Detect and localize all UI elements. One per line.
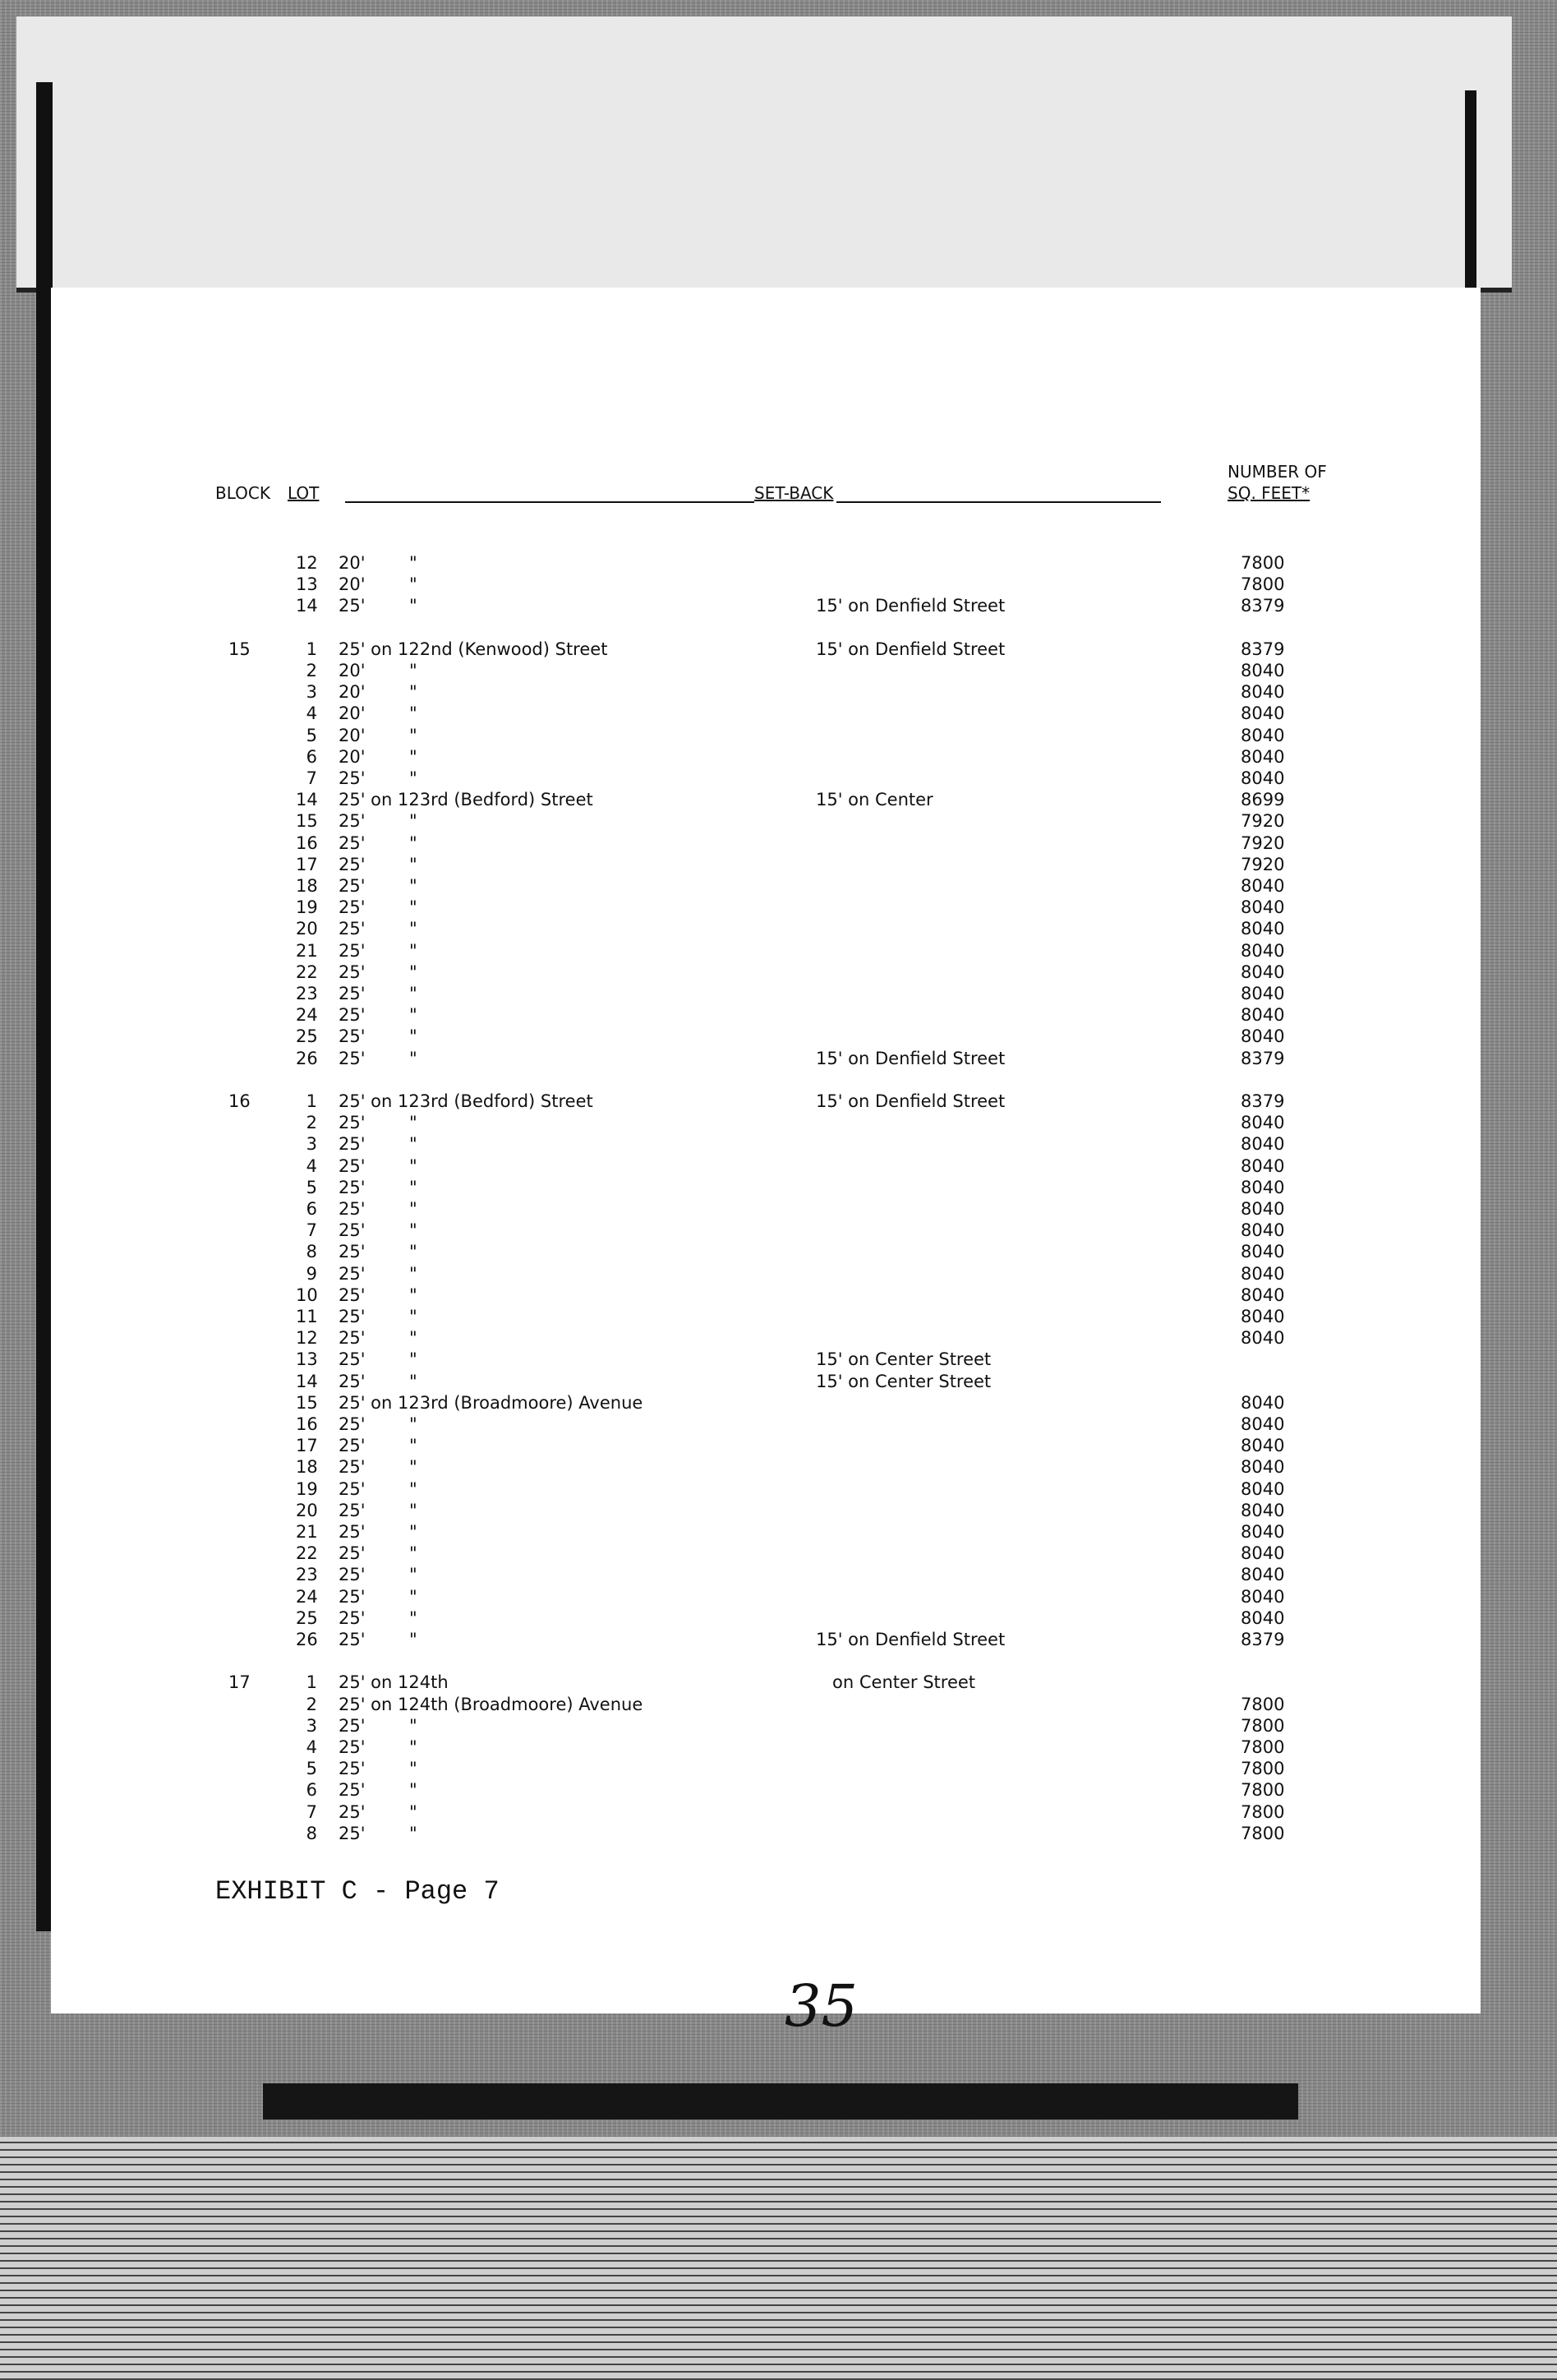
table-cell-lot: 26 (296, 1630, 318, 1649)
table-cell-ditto: " (409, 1586, 417, 1607)
table-cell-block: 15 (228, 639, 251, 659)
table-cell-lot: 24 (296, 1005, 318, 1026)
table-cell-ditto: " (409, 1780, 417, 1801)
table-cell-ditto: " (409, 1457, 417, 1478)
table-cell-square-feet: 8040 (1241, 661, 1285, 680)
table-cell-ditto: " (409, 596, 417, 616)
table-cell-frontage: 25' (339, 1737, 366, 1757)
table-cell-lot: 3 (306, 1715, 317, 1736)
table-cell-ditto: " (409, 1371, 417, 1391)
table-cell-lot: 21 (296, 940, 318, 961)
table-cell-lot: 14 (296, 596, 318, 616)
table-cell-frontage: 25' (339, 1522, 366, 1542)
table-cell-ditto: " (409, 1285, 417, 1305)
table-cell-frontage: 25' (339, 1371, 366, 1391)
table-cell-square-feet: 8040 (1241, 1607, 1285, 1628)
table-cell-square-feet: 7800 (1241, 574, 1285, 595)
table-cell-ditto: " (409, 1263, 417, 1284)
table-cell-ditto: " (409, 1349, 417, 1370)
table-cell-square-feet: 8040 (1241, 940, 1285, 961)
table-cell-ditto: " (409, 1328, 417, 1349)
table-cell-ditto: " (409, 1155, 417, 1176)
table-cell-square-feet: 8040 (1241, 1220, 1285, 1241)
table-cell-square-feet: 8040 (1241, 1285, 1285, 1305)
table-cell-frontage: 25' on 123rd (Broadmoore) Avenue (339, 1392, 643, 1413)
table-cell-lot: 17 (296, 1436, 318, 1456)
table-cell-lot: 2 (306, 1694, 317, 1714)
table-cell-frontage: 25' on 124th (339, 1672, 449, 1693)
table-cell-frontage: 25' (339, 1177, 366, 1197)
table-cell-frontage: 25' (339, 768, 366, 788)
table-cell-frontage: 25' (339, 1199, 366, 1219)
header-setback: SET-BACK (754, 483, 834, 503)
table-cell-ditto: " (409, 962, 417, 982)
table-cell-frontage: 25' on 123rd (Bedford) Street (339, 790, 593, 810)
table-cell-frontage: 20' (339, 661, 366, 680)
table-cell-lot: 23 (296, 984, 318, 1003)
table-cell-lot: 13 (296, 574, 318, 595)
table-cell-lot: 12 (296, 1328, 318, 1349)
table-cell-frontage: 25' on 122nd (Kenwood) Street (339, 639, 608, 659)
table-cell-side-setback: 15' on Denfield Street (816, 639, 1006, 659)
table-cell-frontage: 25' (339, 1263, 366, 1284)
exhibit-footer: EXHIBIT C - Page 7 (215, 1876, 500, 1907)
table-cell-square-feet: 7800 (1241, 553, 1285, 573)
table-cell-square-feet: 8379 (1241, 1091, 1285, 1111)
table-cell-ditto: " (409, 1607, 417, 1628)
table-cell-ditto: " (409, 1220, 417, 1241)
table-cell-frontage: 25' (339, 1005, 366, 1026)
table-cell-frontage: 25' (339, 1328, 366, 1349)
table-cell-frontage: 25' (339, 1759, 366, 1779)
table-cell-ditto: " (409, 1307, 417, 1326)
table-cell-square-feet: 8040 (1241, 919, 1285, 939)
table-cell-square-feet: 8040 (1241, 1500, 1285, 1520)
table-cell-lot: 8 (306, 1823, 317, 1843)
table-cell-lot: 2 (306, 661, 317, 680)
table-cell-lot: 1 (306, 1091, 317, 1111)
table-cell-ditto: " (409, 1414, 417, 1434)
table-cell-ditto: " (409, 876, 417, 896)
table-cell-frontage: 25' (339, 811, 366, 832)
table-cell-ditto: " (409, 1177, 417, 1197)
table-cell-frontage: 25' (339, 1155, 366, 1176)
table-cell-square-feet: 7800 (1241, 1780, 1285, 1801)
header-lot: LOT (288, 483, 320, 503)
scan-bottom-artifacts (0, 2137, 1557, 2380)
table-cell-square-feet: 8040 (1241, 768, 1285, 788)
table-cell-square-feet: 8040 (1241, 1543, 1285, 1564)
table-cell-frontage: 25' (339, 1586, 366, 1607)
table-cell-frontage: 25' (339, 1500, 366, 1520)
table-cell-square-feet: 7800 (1241, 1801, 1285, 1822)
table-cell-lot: 18 (296, 1457, 318, 1478)
table-cell-lot: 26 (296, 1048, 318, 1068)
table-cell-square-feet: 7800 (1241, 1715, 1285, 1736)
table-cell-ditto: " (409, 1715, 417, 1736)
handwritten-page-number: 35 (785, 1972, 859, 2040)
table-cell-frontage: 25' (339, 1220, 366, 1241)
table-cell-lot: 3 (306, 1134, 317, 1155)
scan-bottom-band (263, 2083, 1298, 2119)
table-cell-square-feet: 8040 (1241, 897, 1285, 918)
table-cell-frontage: 25' (339, 984, 366, 1003)
table-cell-square-feet: 8379 (1241, 639, 1285, 659)
table-cell-lot: 17 (296, 854, 318, 874)
table-cell-square-feet: 8040 (1241, 1242, 1285, 1262)
table-cell-frontage: 25' (339, 1630, 366, 1649)
table-cell-lot: 6 (306, 1199, 317, 1219)
table-cell-ditto: " (409, 1113, 417, 1133)
table-cell-square-feet: 8379 (1241, 1048, 1285, 1068)
table-cell-lot: 8 (306, 1242, 317, 1262)
table-cell-lot: 19 (296, 897, 318, 918)
table-cell-square-feet: 8040 (1241, 1392, 1285, 1413)
table-cell-frontage: 25' (339, 1823, 366, 1843)
table-cell-ditto: " (409, 746, 417, 767)
table-cell-square-feet: 8040 (1241, 1263, 1285, 1284)
table-cell-frontage: 25' (339, 596, 366, 616)
table-cell-ditto: " (409, 574, 417, 595)
table-cell-frontage: 25' (339, 1801, 366, 1822)
table-cell-square-feet: 8040 (1241, 1328, 1285, 1349)
table-cell-lot: 7 (306, 768, 317, 788)
table-cell-frontage: 25' (339, 854, 366, 874)
table-cell-ditto: " (409, 1522, 417, 1542)
table-cell-square-feet: 8040 (1241, 876, 1285, 896)
table-cell-square-feet: 8040 (1241, 1436, 1285, 1456)
table-cell-lot: 14 (296, 1371, 318, 1391)
table-cell-frontage: 25' (339, 833, 366, 853)
table-cell-ditto: " (409, 1823, 417, 1843)
table-cell-lot: 15 (296, 811, 318, 832)
table-cell-lot: 5 (306, 725, 317, 745)
table-cell-square-feet: 8040 (1241, 962, 1285, 982)
table-cell-frontage: 20' (339, 574, 366, 595)
table-cell-side-setback: 15' on Denfield Street (816, 1630, 1006, 1649)
table-cell-ditto: " (409, 833, 417, 853)
table-cell-lot: 25 (296, 1026, 318, 1047)
header-sqft-line1: NUMBER OF (1228, 462, 1327, 482)
table-cell-lot: 16 (296, 833, 318, 853)
table-cell-block: 16 (228, 1091, 251, 1111)
table-cell-frontage: 25' (339, 1543, 366, 1564)
table-cell-side-setback: 15' on Center Street (816, 1371, 992, 1391)
table-cell-ditto: " (409, 919, 417, 939)
table-cell-lot: 5 (306, 1177, 317, 1197)
table-cell-frontage: 25' on 123rd (Bedford) Street (339, 1091, 593, 1111)
table-cell-frontage: 20' (339, 746, 366, 767)
table-cell-frontage: 25' (339, 1349, 366, 1370)
table-cell-square-feet: 8040 (1241, 703, 1285, 724)
table-cell-side-setback: 15' on Center Street (816, 1349, 992, 1370)
table-cell-square-feet: 8040 (1241, 1177, 1285, 1197)
header-setback-rule-right (836, 501, 1161, 503)
table-cell-lot: 20 (296, 919, 318, 939)
table-cell-frontage: 25' (339, 1134, 366, 1155)
table-cell-frontage: 25' (339, 1414, 366, 1434)
table-cell-square-feet: 8040 (1241, 1026, 1285, 1047)
table-cell-ditto: " (409, 940, 417, 961)
table-cell-frontage: 25' (339, 1607, 366, 1628)
table-cell-ditto: " (409, 1478, 417, 1499)
table-cell-ditto: " (409, 553, 417, 573)
table-cell-ditto: " (409, 703, 417, 724)
table-cell-frontage: 25' (339, 1565, 366, 1585)
table-cell-frontage: 25' (339, 1307, 366, 1326)
table-cell-square-feet: 8040 (1241, 1155, 1285, 1176)
table-cell-side-setback: 15' on Denfield Street (816, 1048, 1006, 1068)
table-cell-ditto: " (409, 1436, 417, 1456)
table-cell-lot: 6 (306, 1780, 317, 1801)
table-cell-square-feet: 7800 (1241, 1823, 1285, 1843)
table-cell-square-feet: 8040 (1241, 1005, 1285, 1026)
table-cell-frontage: 20' (339, 682, 366, 703)
table-cell-block: 17 (228, 1672, 251, 1693)
table-cell-frontage: 25' (339, 1026, 366, 1047)
table-cell-square-feet: 8040 (1241, 984, 1285, 1003)
table-cell-square-feet: 8699 (1241, 790, 1285, 810)
table-cell-frontage: 25' (339, 897, 366, 918)
table-cell-lot: 24 (296, 1586, 318, 1607)
table-cell-lot: 22 (296, 962, 318, 982)
table-cell-ditto: " (409, 854, 417, 874)
table-cell-lot: 11 (296, 1307, 318, 1326)
table-cell-lot: 16 (296, 1414, 318, 1434)
table-cell-frontage: 25' (339, 1457, 366, 1478)
table-cell-frontage: 25' (339, 876, 366, 896)
table-cell-side-setback: on Center Street (816, 1672, 976, 1693)
table-cell-square-feet: 8040 (1241, 1522, 1285, 1542)
table-cell-ditto: " (409, 1005, 417, 1026)
table-cell-lot: 7 (306, 1220, 317, 1241)
table-cell-lot: 15 (296, 1392, 318, 1413)
table-cell-lot: 6 (306, 746, 317, 767)
table-cell-frontage: 25' (339, 1242, 366, 1262)
table-cell-square-feet: 8040 (1241, 1307, 1285, 1326)
table-cell-lot: 25 (296, 1607, 318, 1628)
scan-top-band (16, 16, 1512, 293)
table-cell-lot: 14 (296, 790, 318, 810)
table-cell-ditto: " (409, 682, 417, 703)
table-cell-square-feet: 8379 (1241, 1630, 1285, 1649)
table-cell-square-feet: 7920 (1241, 854, 1285, 874)
table-cell-lot: 23 (296, 1565, 318, 1585)
table-cell-ditto: " (409, 1199, 417, 1219)
table-cell-lot: 18 (296, 876, 318, 896)
table-cell-lot: 1 (306, 1672, 317, 1693)
header-sqft-line2: SQ. FEET* (1228, 483, 1311, 503)
table-cell-square-feet: 7800 (1241, 1694, 1285, 1714)
table-cell-ditto: " (409, 1543, 417, 1564)
table-cell-lot: 2 (306, 1113, 317, 1133)
table-cell-lot: 4 (306, 1155, 317, 1176)
table-cell-ditto: " (409, 984, 417, 1003)
table-cell-square-feet: 8040 (1241, 682, 1285, 703)
table-cell-ditto: " (409, 1500, 417, 1520)
table-cell-frontage: 25' (339, 1478, 366, 1499)
table-cell-lot: 1 (306, 639, 317, 659)
table-cell-ditto: " (409, 1801, 417, 1822)
table-cell-lot: 12 (296, 553, 318, 573)
table-cell-side-setback: 15' on Center (816, 790, 933, 810)
table-cell-lot: 7 (306, 1801, 317, 1822)
table-cell-ditto: " (409, 768, 417, 788)
table-cell-ditto: " (409, 1242, 417, 1262)
table-cell-square-feet: 8040 (1241, 1565, 1285, 1585)
table-cell-ditto: " (409, 661, 417, 680)
scan-left-edge (36, 82, 53, 1931)
table-cell-square-feet: 8040 (1241, 1113, 1285, 1133)
table-cell-frontage: 25' on 124th (Broadmoore) Avenue (339, 1694, 643, 1714)
table-cell-lot: 10 (296, 1285, 318, 1305)
table-cell-frontage: 25' (339, 919, 366, 939)
table-cell-frontage: 25' (339, 1780, 366, 1801)
table-cell-lot: 3 (306, 682, 317, 703)
table-cell-square-feet: 8040 (1241, 1478, 1285, 1499)
table-cell-ditto: " (409, 1134, 417, 1155)
table-cell-frontage: 20' (339, 553, 366, 573)
table-cell-lot: 4 (306, 703, 317, 724)
table-cell-frontage: 20' (339, 725, 366, 745)
table-cell-ditto: " (409, 1630, 417, 1649)
table-cell-square-feet: 8040 (1241, 725, 1285, 745)
table-cell-frontage: 20' (339, 703, 366, 724)
table-cell-lot: 22 (296, 1543, 318, 1564)
table-cell-lot: 4 (306, 1737, 317, 1757)
header-setback-rule-left (345, 501, 754, 503)
table-cell-frontage: 25' (339, 962, 366, 982)
table-cell-frontage: 25' (339, 1436, 366, 1456)
table-cell-ditto: " (409, 1565, 417, 1585)
table-cell-side-setback: 15' on Denfield Street (816, 1091, 1006, 1111)
table-cell-square-feet: 8040 (1241, 1199, 1285, 1219)
table-cell-square-feet: 8040 (1241, 1457, 1285, 1478)
table-cell-side-setback: 15' on Denfield Street (816, 596, 1006, 616)
table-cell-ditto: " (409, 897, 417, 918)
table-cell-square-feet: 7800 (1241, 1759, 1285, 1779)
table-cell-ditto: " (409, 811, 417, 832)
table-cell-ditto: " (409, 1026, 417, 1047)
table-cell-frontage: 25' (339, 1113, 366, 1133)
table-cell-ditto: " (409, 1759, 417, 1779)
table-cell-square-feet: 7920 (1241, 811, 1285, 832)
table-cell-square-feet: 8040 (1241, 746, 1285, 767)
table-cell-lot: 13 (296, 1349, 318, 1370)
table-cell-frontage: 25' (339, 1048, 366, 1068)
table-cell-frontage: 25' (339, 940, 366, 961)
table-cell-lot: 21 (296, 1522, 318, 1542)
table-cell-square-feet: 8040 (1241, 1134, 1285, 1155)
table-cell-lot: 19 (296, 1478, 318, 1499)
table-cell-frontage: 25' (339, 1715, 366, 1736)
table-cell-ditto: " (409, 1048, 417, 1068)
table-cell-square-feet: 8379 (1241, 596, 1285, 616)
table-cell-square-feet: 7800 (1241, 1737, 1285, 1757)
table-cell-frontage: 25' (339, 1285, 366, 1305)
table-cell-lot: 9 (306, 1263, 317, 1284)
header-block: BLOCK (215, 483, 270, 503)
table-cell-lot: 5 (306, 1759, 317, 1779)
table-cell-ditto: " (409, 1737, 417, 1757)
table-cell-square-feet: 7920 (1241, 833, 1285, 853)
table-cell-ditto: " (409, 725, 417, 745)
table-cell-square-feet: 8040 (1241, 1414, 1285, 1434)
table-cell-lot: 20 (296, 1500, 318, 1520)
table-cell-square-feet: 8040 (1241, 1586, 1285, 1607)
